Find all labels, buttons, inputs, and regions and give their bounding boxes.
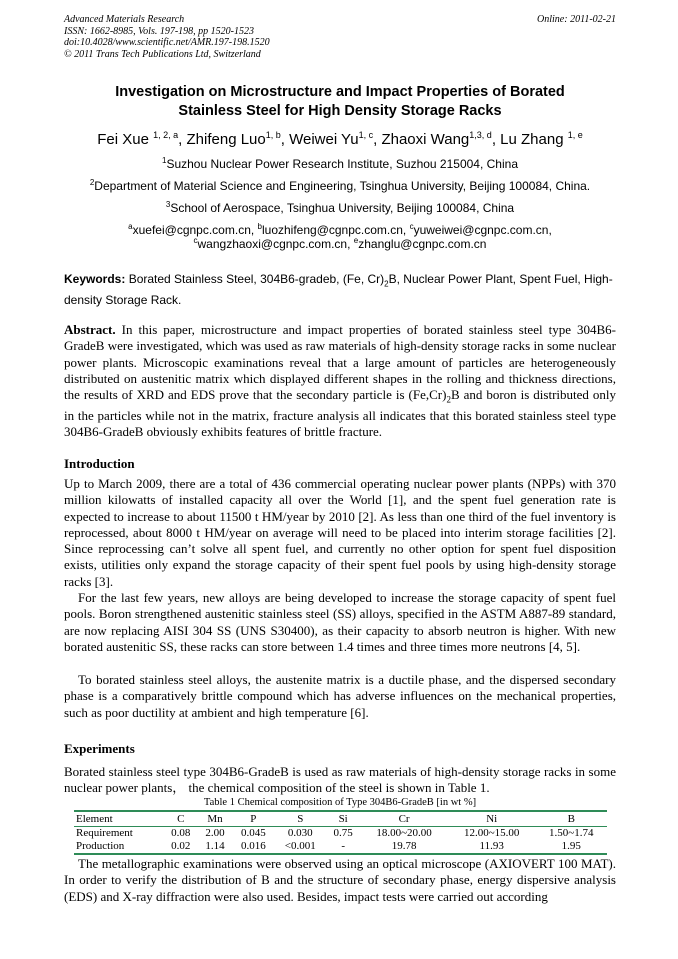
abstract: Abstract. In this paper, microstructure and impact properties of borated stainless steel type 304B6-GradeB were investigated, which was used as raw materials of high-density storage racks in some nuclear power plants. Microscopic examinations reveal that a large amount of particles are heterogeneously distributed on austenitic matrix which displayed different shapes in the rolling and thickness directions, the results of XRD and EDS prove that the secondary particle is $(Fe,Cr)_2B$ and boron is distributed only in the particles while not in the matrix, fracture analysis all indicates that this borated stainless steel type 304B6-GradeB obviously exhibits features of brittle fracture.	[64, 322, 616, 440]
table-cell: 1.50~1.74	[549, 827, 594, 839]
email: yuweiwei@cgnpc.com.cn,	[413, 223, 552, 237]
title-line-1: Investigation on Microstructure and Impact Properties of Borated	[115, 84, 565, 100]
table-cell: 19.78	[360, 840, 448, 854]
keywords: Keywords: Borated Stainless Steel, 304B6-gradeb, (Fe, $Cr)_2B$, Nuclear Power Plant, Spent Fuel, High-density Storage Rack.	[64, 272, 613, 308]
table-cell: Production	[74, 840, 164, 854]
table-cell: 18.00~20.00	[376, 827, 432, 839]
table-cell: <0.001	[275, 840, 327, 854]
table-cell: 11.93	[448, 840, 536, 854]
abstract-label: Abstract.	[64, 322, 116, 337]
table-header-cell: Mn	[198, 811, 232, 827]
author: Lu Zhang $^{1, e}$	[500, 130, 583, 148]
affiliation: $^2$Department of Material Science and Engineering, Tsinghua University, Beijing 100084, China.	[89, 178, 591, 193]
table-cell: 2.00	[205, 827, 225, 839]
table-cell: 0.045	[240, 827, 266, 839]
email: xuefei@cgnpc.com.cn,	[132, 223, 258, 237]
table-header-cell: Si	[326, 811, 360, 827]
author: Weiwei Yu$^{1, c}$,	[289, 130, 382, 148]
introduction-paragraph-2: For the last few years, new alloys are being developed to increase the storage capacity of spent fuel pools. Boron strengthened austenitic stainless steel (SS) alloys, specified in the ASTM A887-89 standard, are now replacing AISI 304 SS (UNS S30400), as their capacity to absorb neutron is higher. With new borated austenitic SS, these racks can store between 1.4 times and three times more neutrons [4, 5].	[64, 590, 616, 654]
chemical-composition-table	[74, 810, 607, 855]
author: Zhifeng Luo$^{1, b}$,	[186, 130, 290, 148]
table-cell: 0.08	[171, 827, 191, 839]
affiliation: $^3$School of Aerospace, Tsinghua University, Beijing 100084, China	[165, 200, 515, 215]
doi-line: doi:10.4028/www.scientific.net/AMR.197-198.1520	[64, 37, 270, 48]
online-date: Online: 2011-02-21	[537, 14, 616, 25]
paper-title	[64, 83, 616, 121]
table-cell: 0.02	[164, 840, 198, 854]
table-row	[74, 827, 607, 841]
table-caption: Table 1 Chemical composition of Type 304B6-GradeB [in wt %]	[203, 797, 477, 808]
affiliation: $^1$Suzhou Nuclear Power Research Institute, Suzhou 215004, China	[162, 156, 518, 171]
table-cell: -	[326, 840, 360, 854]
experiments-paragraph-2: The metallographic examinations were observed using an optical microscope (AXIOVERT 100 MAT). In order to verify the distribution of B and the structure of secondary phase, energy dispersive analysis (EDS) and X-ray diffraction were also used. Besides, impact tests were carried out according	[64, 856, 616, 904]
introduction-paragraph-1: Up to March 2009, there are a total of 436 commercial operating nuclear power plants (NPPs) with 370 million kilowatts of installed capacity all over the World [1], and the spent fuel generation rate is expected to increase to about 11500 t HM/year by 2010 [2]. As less than one third of the fuel inventory is reprocessed, about 8000 t HM/year on average will need to be placed into interim storage facilities [2]. Since reprocessing can’t solve all spent fuel, and currently no other option for spent fuel disposition exists, utilities only expand the storage capacity of their spent fuel pools by using high-density storage racks [3].	[64, 476, 616, 589]
table-header-cell: S	[275, 811, 327, 827]
keywords-label: Keywords:	[64, 272, 126, 286]
table-row	[74, 840, 607, 854]
section-heading-experiments: Experiments	[64, 741, 135, 756]
introduction-paragraph-3: To borated stainless steel alloys, the austenite matrix is a ductile phase, and the dispersed secondary phase is a comparatively brittle compound which has adverse influences on the mechanical properties, such as poor ductility at ambient and high temperature [6].	[64, 672, 616, 720]
table-cell: 0.030	[287, 827, 313, 839]
table-cell: 1.14	[198, 840, 232, 854]
author: Fei Xue $^{1, 2, a}$,	[97, 130, 187, 148]
email: wangzhaoxi@cgnpc.com.cn,	[197, 237, 354, 251]
email: zhanglu@cgnpc.com.cn	[358, 237, 487, 251]
table-header-cell: P	[232, 811, 274, 827]
table-cell: 0.75	[333, 827, 353, 839]
table-header-cell: C	[164, 811, 198, 827]
experiments-paragraph-1: Borated stainless steel type 304B6-GradeB is used as raw materials of high-density storage racks in some nuclear power plants， the chemical composition of the steel is shown in Table 1.	[64, 764, 616, 796]
table-cell: 1.95	[536, 840, 608, 854]
issn-line: ISSN: 1662-8985, Vols. 197-198, pp 1520-1523	[64, 25, 254, 37]
table-cell: Requirement	[76, 827, 133, 839]
table-cell: 0.016	[232, 840, 274, 854]
table-header-row	[74, 811, 607, 827]
email: luozhifeng@cgnpc.com.cn,	[261, 223, 410, 237]
author-list	[30, 131, 650, 148]
section-heading-introduction: Introduction	[64, 456, 135, 471]
table-cell: 12.00~15.00	[463, 827, 520, 839]
table-header-cell: Ni	[448, 811, 536, 827]
table-header-cell: B	[536, 811, 608, 827]
table-header-cell: Element	[74, 811, 164, 827]
table-header-cell: Cr	[360, 811, 448, 827]
journal-name: Advanced Materials Research	[64, 14, 185, 25]
title-line-2: Stainless Steel for High Density Storage Racks	[178, 103, 502, 119]
email-line-1: $^a$xuefei@cgnpc.com.cn, $^b$luozhifeng@cgnpc.com.cn, $^c$yuweiwei@cgnpc.com.cn,	[128, 222, 552, 237]
email-line-2: $^c$wangzhaoxi@cgnpc.com.cn, $^e$zhanglu@cgnpc.com.cn	[193, 236, 487, 251]
author: Zhaoxi Wang$^{1,3, d}$,	[381, 130, 501, 148]
journal-header	[64, 14, 616, 60]
copyright-line: © 2011 Trans Tech Publications Ltd, Switzerland	[64, 48, 261, 60]
